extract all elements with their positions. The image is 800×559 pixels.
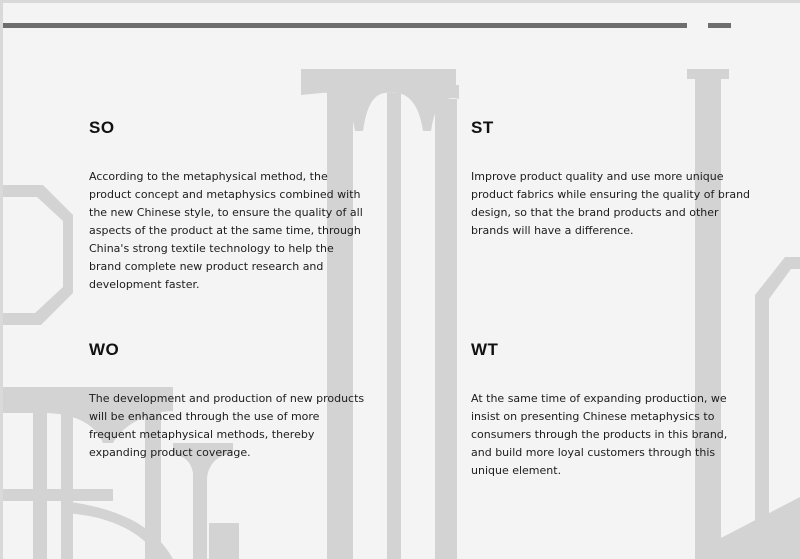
section-so (89, 118, 369, 294)
document-page (3, 3, 800, 559)
section-st (471, 118, 751, 240)
section-so-heading: SO (89, 118, 115, 137)
section-st-body: Improve product quality and use more unique product fabrics while ensuring the quality of brand design, so that the brand products and other brands will have a difference. (471, 170, 751, 237)
section-wo-body: The development and production of new products will be enhanced through the use of more frequent metaphysical methods, thereby expanding product coverage. (89, 392, 365, 459)
section-so-body: According to the metaphysical method, the product concept and metaphysics combined with the new Chinese style, to ensure the quality of all aspects of the product at the same time, through China's strong textile technology to help the brand complete new product research and development faster. (89, 170, 363, 291)
section-wo-heading: WO (89, 340, 120, 359)
section-wt-heading: WT (471, 340, 499, 359)
top-rule-long (3, 23, 687, 28)
section-wo (89, 340, 369, 462)
section-st-heading: ST (471, 118, 494, 137)
top-rule-short (708, 23, 731, 28)
section-wt-body: At the same time of expanding production, we insist on presenting Chinese metaphysics to consumers through the products in this brand, and build more loyal customers through this unique element. (471, 392, 728, 477)
section-wt (471, 340, 751, 480)
